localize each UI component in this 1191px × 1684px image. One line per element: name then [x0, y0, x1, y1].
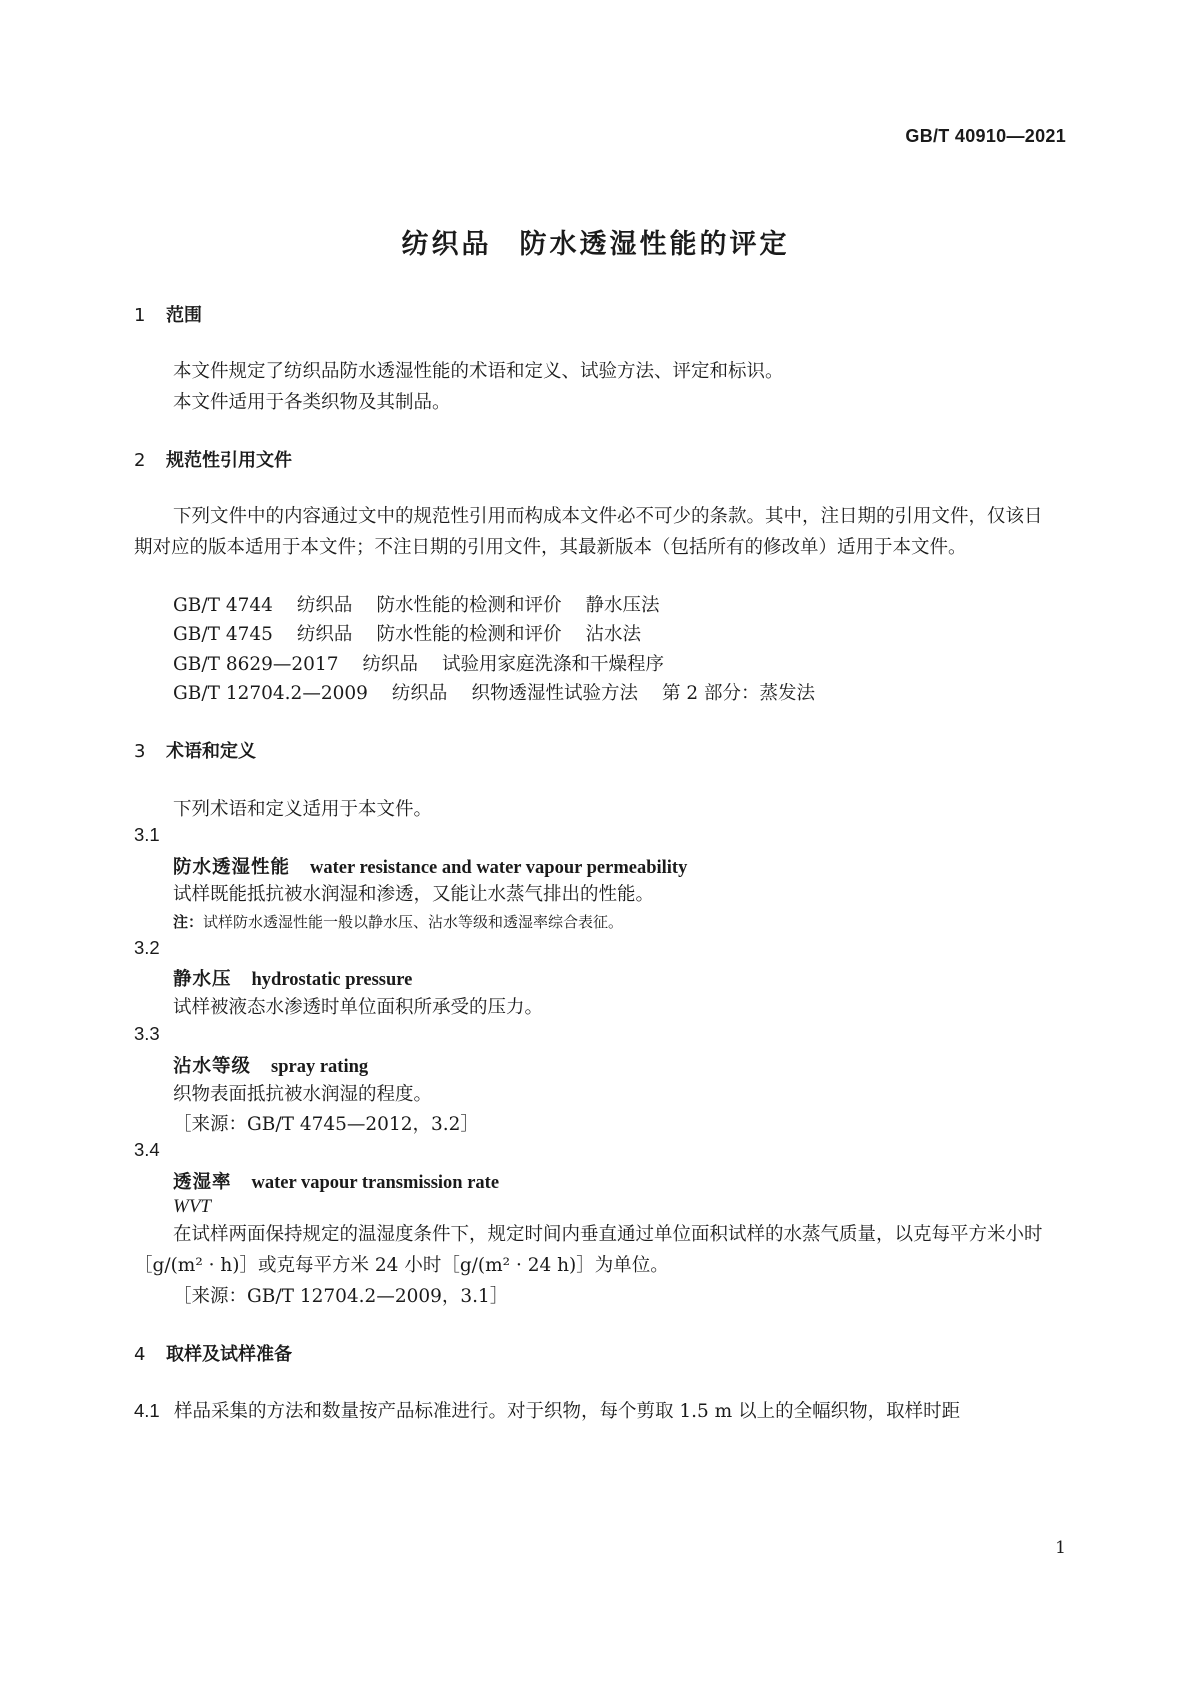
term-entry: 防水透湿性能 water resistance and water vapour permeability	[173, 857, 688, 878]
section-2-intro: 下列文件中的内容通过文中的规范性引用而构成本文件必不可少的条款。其中，注日期的引用文件，仅该日期对应的版本适用于本文件；不注日期的引用文件，其最新版本（包括所有的修改单）适用于本文件。	[134, 506, 1043, 558]
reference-item: GB/T 8629—2017 纺织品 试验用家庭洗涤和干燥程序	[173, 654, 665, 675]
term-entry: 透湿率 water vapour transmission rate	[173, 1172, 500, 1193]
reference-item: GB/T 12704.2—2009 纺织品 织物透湿性试验方法 第 2 部分：蒸发法	[173, 683, 815, 704]
term-source: ［来源：GB/T 4745—2012，3.2］	[173, 1114, 479, 1135]
clause-number: 3.2	[134, 937, 160, 958]
document-title	[0, 222, 1191, 261]
section-1-para-2: 本文件适用于各类织物及其制品。	[173, 392, 451, 413]
reference-item: GB/T 4744 纺织品 防水性能的检测和评价 静水压法	[173, 595, 660, 616]
clause-number: 3.3	[134, 1023, 160, 1044]
term-definition: 试样既能抵抗被水润湿和渗透，又能让水蒸气排出的性能。	[173, 884, 655, 905]
term-definition: 在试样两面保持规定的温湿度条件下，规定时间内垂直通过单位面积试样的水蒸气质量，以克每平方米小时［g/(m² · h)］或克每平方米 24 小时［g/(m² · 24 h)］为单位。	[134, 1224, 1043, 1276]
term-definition: 试样被液态水渗透时单位面积所承受的压力。	[173, 997, 544, 1018]
title-part-1: 纺织品	[401, 229, 492, 260]
term-entry: 静水压 hydrostatic pressure	[173, 969, 413, 990]
section-1-heading: 1 范围	[134, 305, 202, 326]
section-3-heading: 3 术语和定义	[134, 741, 256, 762]
section-2-heading: 2 规范性引用文件	[134, 450, 292, 471]
section-4-heading: 4 取样及试样准备	[134, 1344, 292, 1365]
section-3-intro: 下列术语和定义适用于本文件。	[173, 799, 433, 820]
clause-4-1: 4.1 样品采集的方法和数量按产品标准进行。对于织物，每个剪取 1.5 m 以上的全幅织物，取样时距	[134, 1400, 961, 1422]
term-symbol: WVT	[173, 1196, 211, 1217]
page-number: 1	[1055, 1538, 1066, 1558]
section-1-para-1: 本文件规定了纺织品防水透湿性能的术语和定义、试验方法、评定和标识。	[173, 361, 784, 382]
term-note: 注：试样防水透湿性能一般以静水压、沾水等级和透湿率综合表征。	[173, 913, 624, 931]
clause-number: 3.1	[134, 824, 160, 845]
standard-number: GB/T 40910—2021	[905, 126, 1066, 146]
clause-number: 3.4	[134, 1139, 160, 1160]
term-definition: 织物表面抵抗被水润湿的程度。	[173, 1084, 433, 1105]
term-entry: 沾水等级 spray rating	[173, 1056, 369, 1077]
term-source: ［来源：GB/T 12704.2—2009，3.1］	[173, 1286, 509, 1307]
title-part-2: 防水透湿性能的评定	[519, 229, 790, 260]
reference-item: GB/T 4745 纺织品 防水性能的检测和评价 沾水法	[173, 624, 641, 645]
